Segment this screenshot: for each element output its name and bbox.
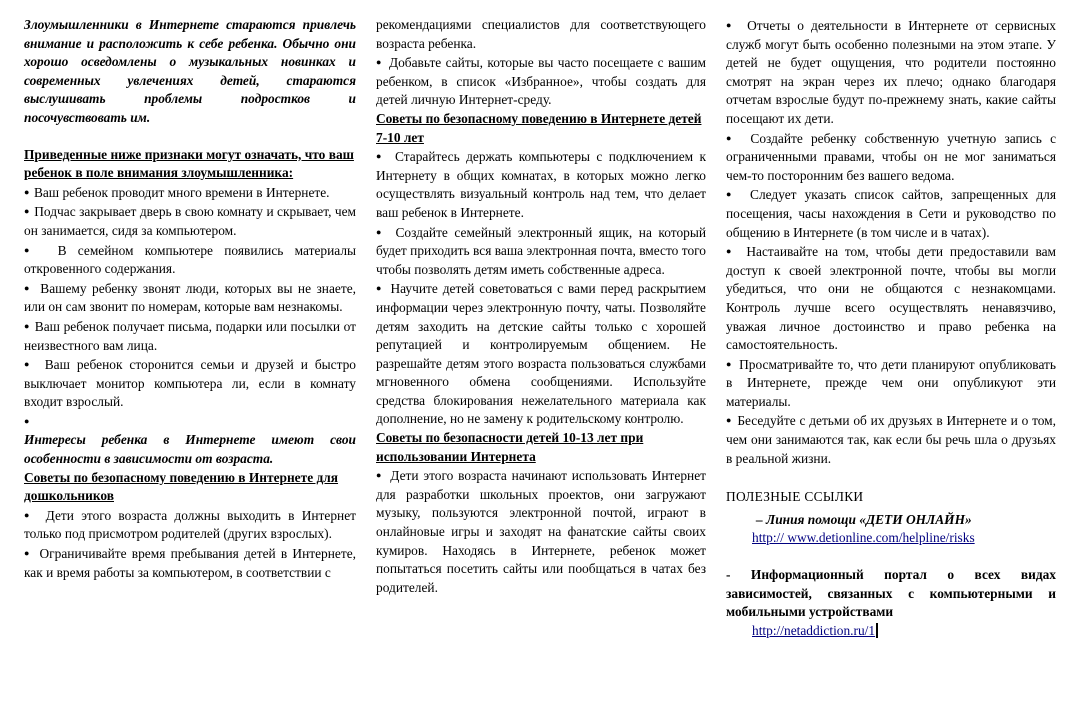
list-item: ● Просматривайте то, что дети планируют опубликовать в Интернете, прежде чем они опубликуют эти материалы. xyxy=(726,355,1056,412)
helpline-link[interactable]: http:// www.detionline.com/helpline/risks xyxy=(752,530,975,546)
intro-paragraph: Злоумышленники в Интернете стараются привлечь внимание и расположить к себе ребенка. Обычно они хорошо осведомлены о музыкальных новинках и современных увлечениях детей, стараются выслушивать проблемы подростков и посочувствовать им. xyxy=(24,17,356,125)
list-item: ● Добавьте сайты, которые вы часто посещаете с вашим ребенком, в список «Избранное», чтобы создать для детей личную Интернет-среду. xyxy=(376,53,706,110)
list-item: ● Отчеты о деятельности в Интернете от сервисных служб могут быть особенно полезными на этом этапе. У детей не будет ощущения, что родители постоянно смотрят на экран через их плечо; однако благодаря отчетам взрослые будут по-прежнему знать, какие сайты посещают их дети. xyxy=(726,16,1056,129)
portal-link[interactable]: http://netaddiction.ru/1 xyxy=(752,622,876,638)
list-item: ● Подчас закрывает дверь в свою комнату и скрывает, чем он занимается, сидя за компьютером. xyxy=(24,202,356,240)
list-item: ● В семейном компьютере появились материалы откровенного содержания. xyxy=(24,241,356,279)
column-middle xyxy=(376,16,706,597)
list-item: ● Настаивайте на том, чтобы дети предоставили вам доступ к своей электронной почте, чтобы вы могли убедиться, что они не общаются с незнакомцами. Контроль лучше всего осуществлять ненавязчиво, уважая личное достоинство и право ребенка на самостоятельность. xyxy=(726,242,1056,355)
list-item: ● Создайте ребенку собственную учетную запись с ограниченными правами, чтобы он не мог заниматься чем-то посторонним без вашего ведома. xyxy=(726,129,1056,186)
continuation-text: рекомендациями специалистов для соответствующего возраста ребенка. xyxy=(376,17,706,51)
list-item: ● Следует указать список сайтов, запрещенных для посещения, часы нахождения в Сети и руководство по общению в Интернете (в том числе и в чатах). xyxy=(726,185,1056,242)
preschool-heading: Советы по безопасному поведению в Интернете для дошкольников xyxy=(24,469,339,504)
column-left xyxy=(24,16,356,582)
column-right xyxy=(726,16,1056,640)
list-item: ● Создайте семейный электронный ящик, на который будет приходить вся ваша электронная почта, вместо того чтобы позволять детям иметь собственные адреса. xyxy=(376,223,706,280)
empty-bullet xyxy=(24,412,356,432)
list-item: ● Дети этого возраста должны выходить в Интернет только под присмотром родителей (других взрослых). xyxy=(24,506,356,544)
useful-links-title: ПОЛЕЗНЫЕ ССЫЛКИ xyxy=(726,489,864,505)
list-item: ● Ваш ребенок получает письма, подарки или посылки от неизвестного вам лица. xyxy=(24,317,356,355)
list-item: ● Беседуйте с детьми об их друзьях в Интернете и о том, чем они занимаются так, как если бы речь шла о друзьях в реальной жизни. xyxy=(726,411,1056,468)
helpline-label: – Линия помощи «ДЕТИ ОНЛАЙН» xyxy=(756,511,972,527)
list-item: ● Старайтесь держать компьютеры с подключением к Интернету в общих комнатах, в которых можно легко осуществлять визуальный контроль над тем, что делает ваш ребенок в Интернете. xyxy=(376,147,706,222)
interests-paragraph: Интересы ребенка в Интернете имеют свои особенности в зависимости от возраста. xyxy=(24,432,356,467)
list-item: ● Научите детей советоваться с вами перед раскрытием информации через электронную почту, чаты. Позволяйте детям заходить на детские сайты только с хорошей репутацией и контролируемым общением. Не разрешайте детям этого возраста пользоваться службами мгновенного обмена сообщениями. Используйте средства блокирования нежелательного материала как дополнение, но не замену к родительскому контролю. xyxy=(376,279,706,429)
portal-label: - Информационный портал о всех видах зависимостей, связанных с компьютерными и мобильными устройствами xyxy=(726,567,1056,620)
list-item: ● Ваш ребенок проводит много времени в Интернете. xyxy=(24,183,356,203)
text-cursor xyxy=(876,623,878,638)
age10-heading: Советы по безопасности детей 10-13 лет при использовании Интернета xyxy=(376,430,644,464)
list-item: ● Ограничивайте время пребывания детей в Интернете, как и время работы за компьютером, в соответствии с xyxy=(24,544,356,582)
list-item: ● Ваш ребенок сторонится семьи и друзей и быстро выключает монитор компьютера ли, если в комнату входит взрослый. xyxy=(24,355,356,412)
signs-heading: Приведенные ниже признаки могут означать, что ваш ребенок в поле внимания злоумышленника: xyxy=(24,146,354,181)
list-item: ● Дети этого возраста начинают использовать Интернет для разработки школьных проектов, они загружают музыку, пользуются электронной почтой, играют в онлайновые игры и заходят на фанатские сайты своих кумиров. Находясь в Интернете, ребенок может попытаться посетить сайты или пообщаться в чатах без родителей. xyxy=(376,466,706,597)
age7-heading: Советы по безопасному поведению в Интернете детей 7-10 лет xyxy=(376,110,702,145)
list-item: ● Вашему ребенку звонят люди, которых вы не знаете, или он сам звонит по номерам, которые вам незнакомы. xyxy=(24,279,356,317)
